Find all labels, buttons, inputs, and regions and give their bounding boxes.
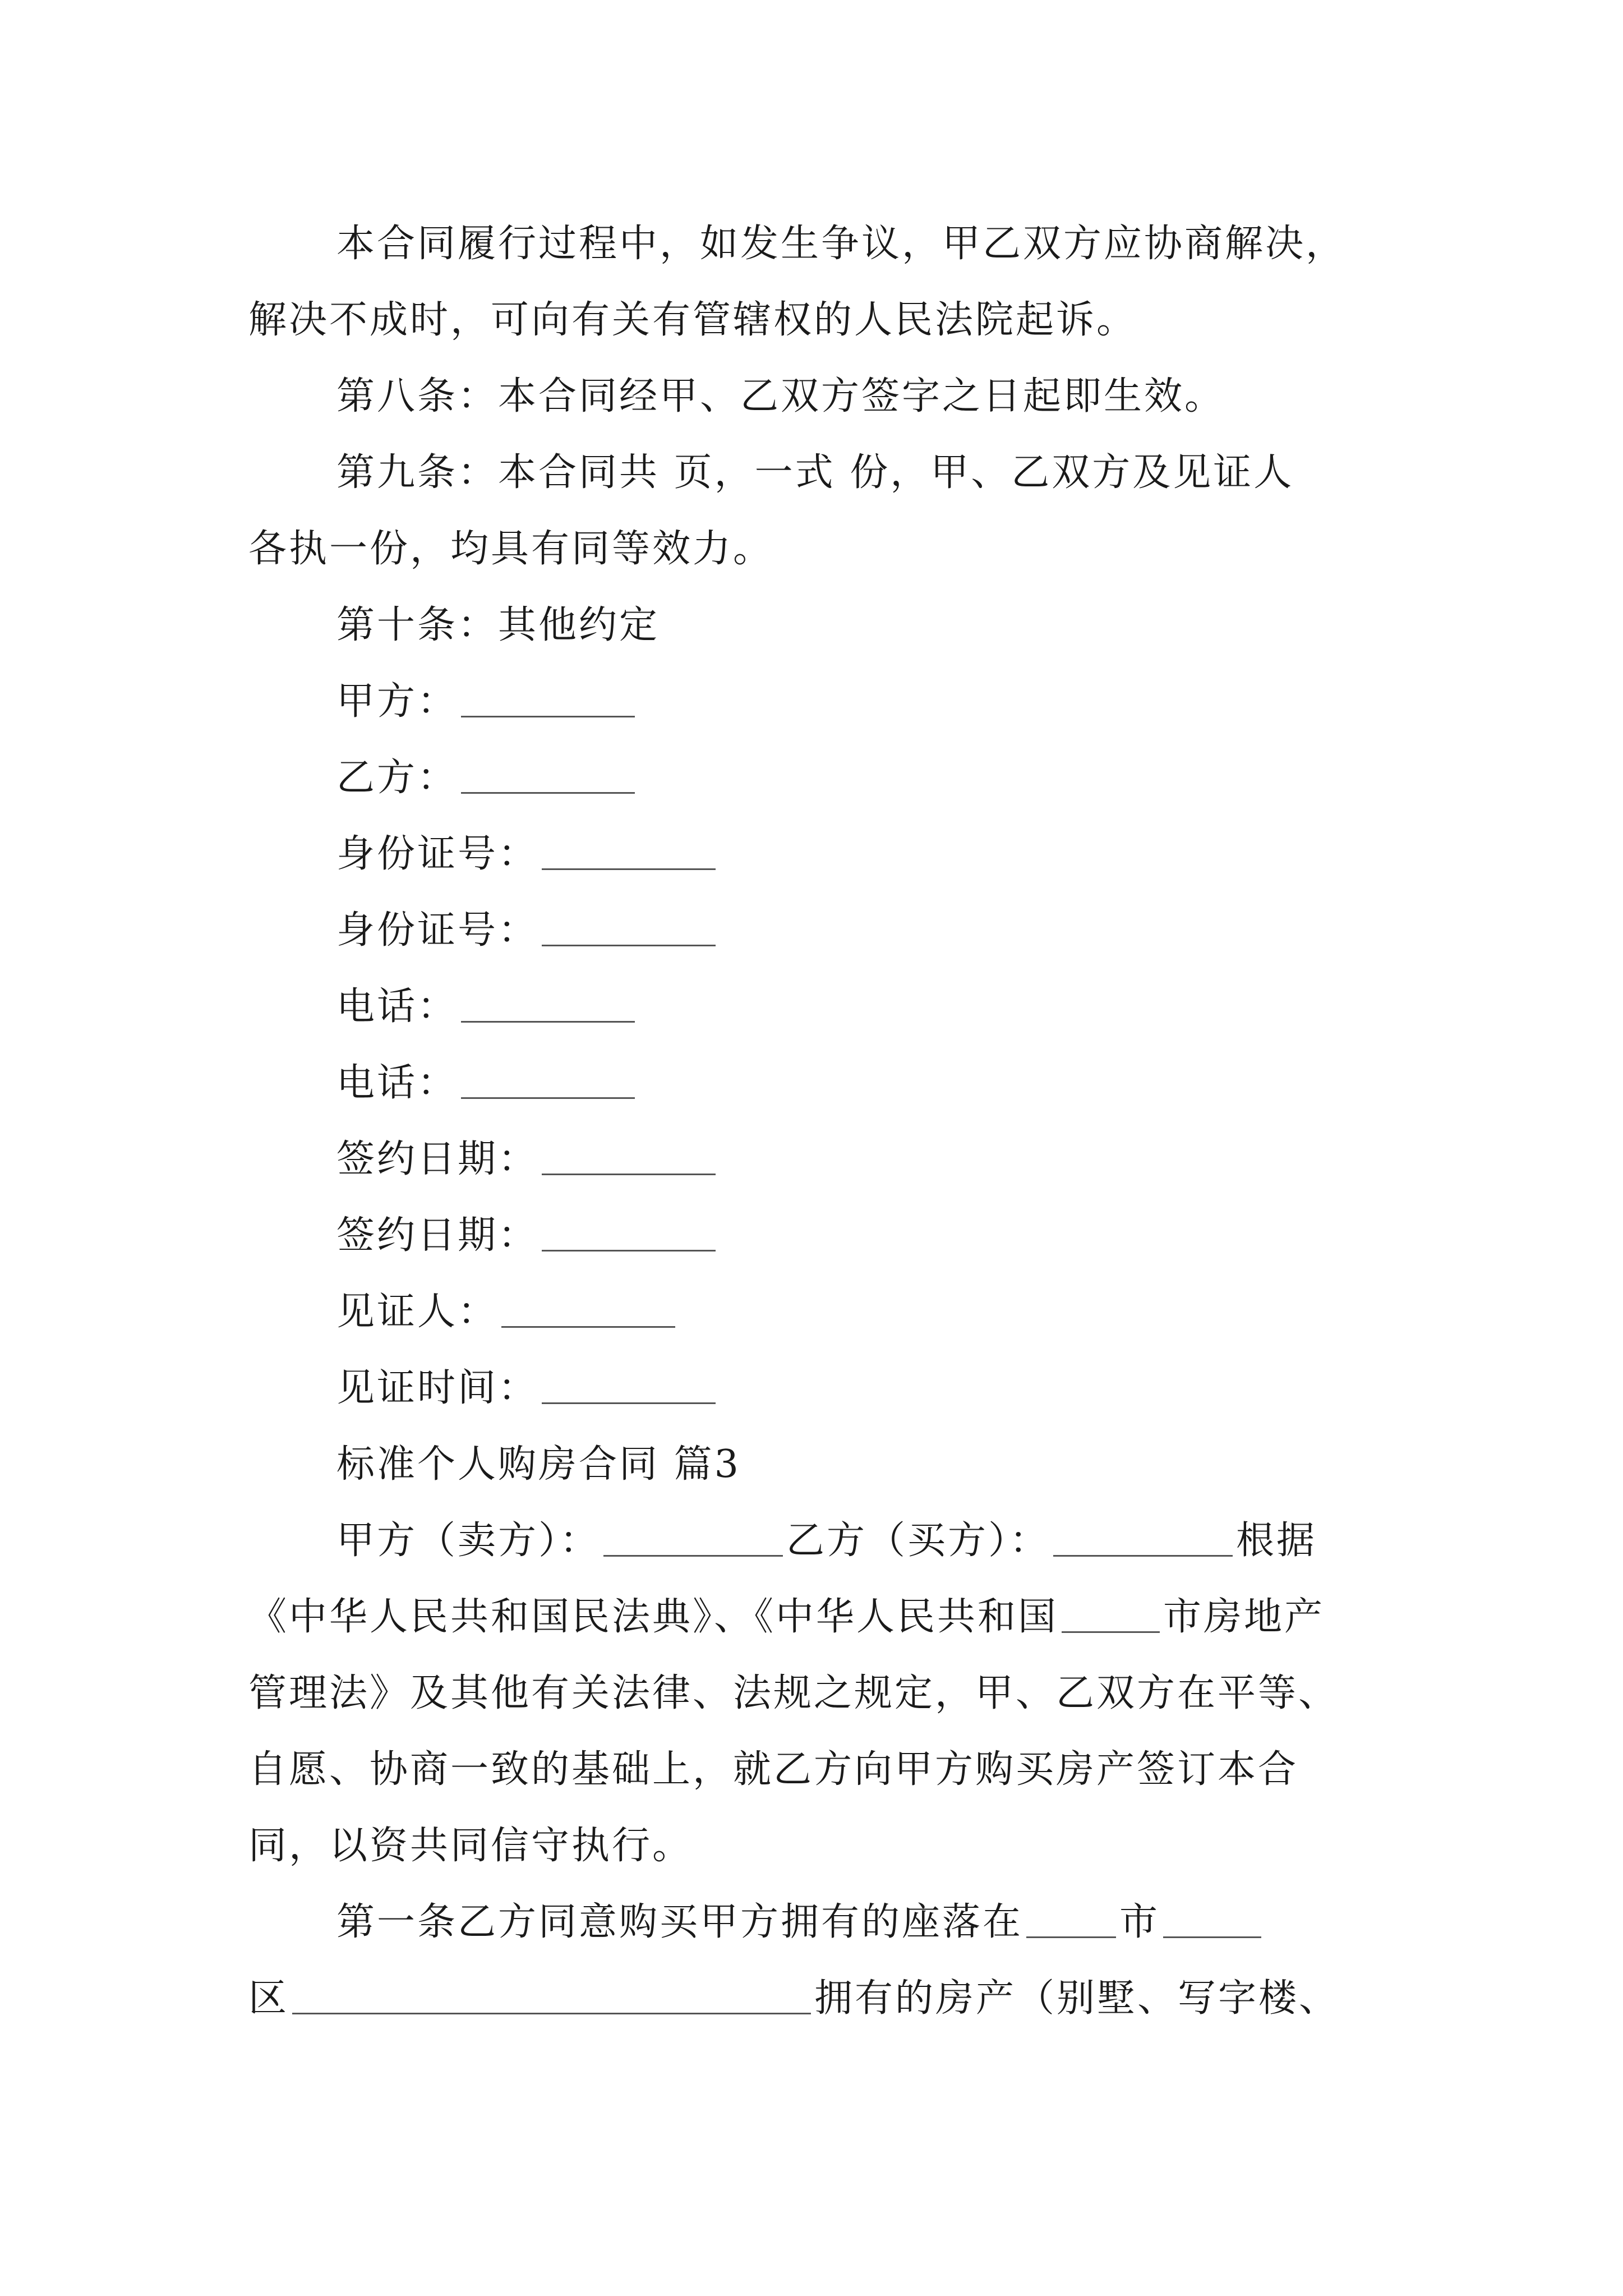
line-text: 第十条：其他约定 [336, 603, 660, 647]
party-line [336, 1503, 1380, 1579]
section-title [336, 1427, 1346, 1503]
seller-label: 甲方（卖方）： [336, 1519, 601, 1563]
buyer-blank[interactable] [1053, 1521, 1233, 1557]
sign-field-party-a [336, 664, 1178, 740]
fill-blank[interactable] [542, 1369, 716, 1404]
seller-blank[interactable] [603, 1521, 783, 1557]
city-blank[interactable] [1026, 1903, 1116, 1938]
paragraph-law-line-4 [248, 1808, 1381, 1884]
sign-field-party-b [336, 740, 1178, 816]
fill-blank[interactable] [542, 1216, 716, 1251]
field-label: 签约日期： [336, 1213, 539, 1258]
line-text: 市房地产 [1163, 1595, 1325, 1639]
fill-blank[interactable] [542, 911, 716, 946]
field-label: 身份证号： [336, 908, 539, 953]
field-label: 电话： [336, 984, 458, 1029]
line-text: 各执一份，均具有同等效力。 [248, 527, 774, 571]
field-label: 身份证号： [336, 832, 539, 876]
city-blank[interactable] [1062, 1598, 1160, 1633]
line-text: 根据 [1236, 1519, 1317, 1563]
sign-field-date-a [336, 1121, 1178, 1198]
line-text: 拥有的房产（别墅、写字楼、 [814, 1976, 1340, 2021]
sign-field-date-b [336, 1198, 1178, 1274]
fill-blank[interactable] [461, 987, 635, 1023]
line-text: 管理法》及其他有关法律、法规之规定，甲、乙双方在平等、 [248, 1671, 1339, 1715]
fill-blank[interactable] [542, 1140, 716, 1175]
paragraph-law-line-1 [248, 1579, 1381, 1655]
line-text: 《中华人民共和国民法典》、《中华人民共和国 [248, 1595, 1059, 1639]
sign-field-witness [336, 1274, 1178, 1350]
article-1-line-1 [336, 1884, 1380, 1961]
line-text: 第一条乙方同意购买甲方拥有的座落在 [336, 1900, 1023, 1944]
sign-field-witness-time [336, 1350, 1178, 1427]
sign-field-id-a [336, 816, 1178, 892]
sign-field-phone-a [336, 969, 1178, 1045]
paragraph-law-line-3 [248, 1732, 1381, 1808]
buyer-label: 乙方（买方）： [786, 1519, 1050, 1563]
address-blank[interactable] [292, 1979, 811, 2014]
line-text: 第九条：本合同共 页，一式 份，甲、乙双方及见证人 [336, 450, 1294, 495]
article-10 [336, 587, 1458, 664]
article-9-line-1 [336, 435, 1380, 511]
field-label: 甲方： [336, 679, 458, 724]
area-blank[interactable] [1163, 1903, 1261, 1938]
paragraph-law-line-2 [248, 1655, 1381, 1732]
field-label: 见证人： [336, 1290, 499, 1334]
fill-blank[interactable] [461, 682, 635, 717]
fill-blank[interactable] [542, 835, 716, 870]
field-label: 签约日期： [336, 1137, 539, 1181]
line-text: 区 [248, 1976, 289, 2021]
paragraph-line-1 [336, 206, 1380, 282]
sign-field-phone-b [336, 1045, 1178, 1121]
field-label: 乙方： [336, 756, 458, 800]
article-1-line-2 [248, 1961, 1398, 2037]
line-text: 第八条：本合同经甲、乙双方签字之日起即生效。 [336, 374, 1225, 418]
line-text: 同，以资共同信守执行。 [248, 1824, 693, 1868]
paragraph-line-2 [248, 282, 1370, 358]
line-text: 解决不成时，可向有关有管辖权的人民法院起诉。 [248, 298, 1137, 342]
field-label: 见证时间： [336, 1366, 539, 1410]
line-text: 市 [1119, 1900, 1160, 1944]
fill-blank[interactable] [461, 1064, 635, 1099]
fill-blank[interactable] [501, 1292, 675, 1328]
fill-blank[interactable] [461, 758, 635, 794]
article-8 [336, 358, 1458, 435]
article-9-line-2 [248, 511, 1370, 587]
line-text: 自愿、协商一致的基础上，就乙方向甲方购买房产签订本合 [248, 1747, 1299, 1792]
field-label: 电话： [336, 1061, 458, 1105]
sign-field-id-b [336, 892, 1178, 969]
line-text: 本合同履行过程中，如发生争议，甲乙双方应协商解决， [336, 222, 1347, 266]
section-title-text: 标准个人购房合同 篇3 [336, 1442, 741, 1487]
